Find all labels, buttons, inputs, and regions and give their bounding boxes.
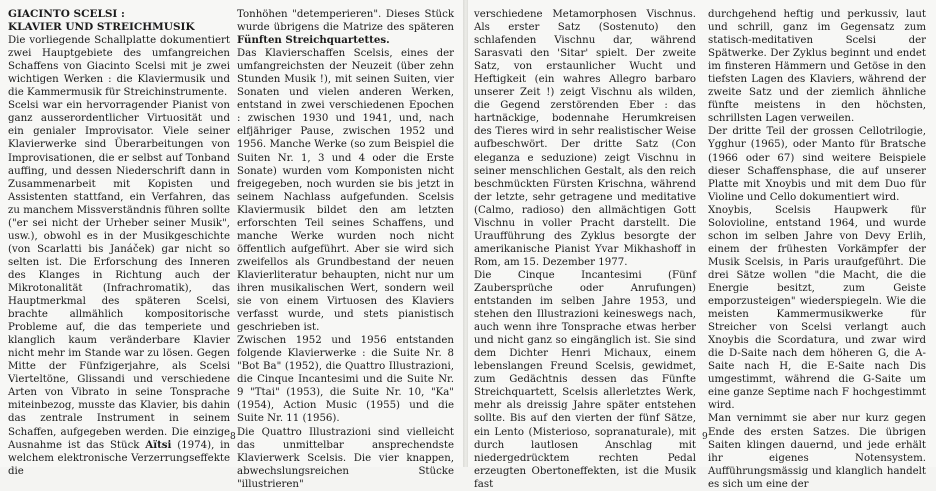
paragraph-xnoybis: Xnoybis, Scelsis Haupwerk für Solovioline, entstand 1964, und wurde schon im selben Jahre von Devy Erlih, einem der frühesten Vorkämpfer der Musik Scelsis, in Paris uraufgeführt. Die drei Sätze wollen "die Macht, die die Energie besitzt, zum Geiste emporzusteigen" wiederspiegeln. Wie die meisten Kammermusikwerke für Streicher von Scelsi verlangt auch Xnoybis die Scordatura, und zwar wird die D-Saite nach dem höheren G, die A-Saite nach H, die E-Saite nach Dis umgestimmt, während die G-Saite um eine ganze Septime nach F hochgestimmt wird. <box>708 204 926 412</box>
paragraph-work-list: Zwischen 1952 und 1956 entstanden folgende Klavierwerke : die Suite Nr. 8 "Bot Ba" (1952), die Quattro Illustrazioni, die Cinque Incantesimi und die Suite Nr. 9 "Ttai" (1953), die Suite Nr. 10, "Ka" (1954), Action Music (1955) und die Suite Nr. 11 (1956). <box>237 335 454 425</box>
paragraph-incantesimi: Die Cinque Incantesimi (Fünf Zaubersprüche oder Anrufungen) entstanden im selben Jahre 1953, und stehen den Illustrazioni keineswegs nach, auch wenn ihre Tonsprache etwas herber und nicht ganz so eingänglich ist. Sie sind dem Dichter Henri Michaux, einem lebenslangen Freund Scelsis, gewidmet, zum Gedächtnis dessen das Fünfte Streichquartett, Scelsis allerletztes Werk, mehr als dreissig Jahre später entstehen sollte. Bis auf den vierten der fünf Sätze, ein Lento (Misterioso, sopranaturale), mit durch lautlosen Anschlag mit niedergedrücktem rechten Pedal erzeugten Obertoneffekten, ist die Musik fast <box>474 269 696 490</box>
article-title-line2: KLAVIER UND STREICHMUSIK <box>8 21 195 34</box>
paragraph-cycle: durchgehend heftig und perkussiv, laut und schrill, ganz im Gegensatz zum statisch-meditativen Scelsi der Spätwerke. Der Zyklus beginnt und endet im finsteren Hämmern und Getöse in den tiefsten Lagen des Klaviers, während der zweite Satz und der ziemlich ähnliche fünfte meistens in den höchsten, schrillsten Lagen verweilen. <box>708 9 926 125</box>
paragraph-intro: Die vorliegende Schallplatte dokumentiert zwei Hauptgebiete des umfangreichen Schaffens von Giacinto Scelsi mit je zwei wichtigen Werken : die Klaviermusik und die Kammermusik für Streichinstrumente. <box>8 35 230 99</box>
paragraph-vischnu: verschiedene Metamorphosen Vischnus. Als erster Satz (Sostenuto) den schlafenden Vischnu dar, während Sarasvati den 'Sitar' spielt. Der zweite Satz, von erstaunlicher Wucht und Heftigkeit (ein wahres Allegro barbaro unserer Zeit !) zeigt Vischnu als wilden, die Gegend zerstörenden Eber : das hartnäckige, bodennahe Herumkreisen des Tieres wird in sehr realistischer Weise aufbeschwört. Der dritte Satz (Con eleganza e seduzione) zeigt Vischnu in seiner menschlichen Gestalt, als den reich beschmückten Fürsten Krischna, während der letzte, sehr getragene und meditative (Calmo, radioso) den allmächtigen Gott Vischnu in voller Pracht darstellt. Die Uraufführung des Zyklus besorgte der amerikanische Pianist Yvar Mikhashoff in Rom, am 15. Dezember 1977. <box>474 9 696 268</box>
paragraph-detemper <box>237 8 454 47</box>
left-page <box>0 0 464 490</box>
column-3 <box>474 8 696 491</box>
article-title-line1: GIACINTO SCELSI : <box>8 8 125 20</box>
paragraph-piano-works: Das Klavierschaffen Scelsis, eines der umfangreichsten der Neuzeit (über zehn Stunden Musik !), mit seinen Suiten, vier Sonaten und vielen anderen Werken, entstand in zwei verschiedenen Epochen : zwischen 1930 und 1941, und, nach elfjähriger Pause, zwischen 1952 und 1956. Manche Werke (so zum Beispiel die Suiten Nr. 1, 3 und 4 oder die Erste Sonate) wurden vom Komponisten nicht freigegeben, noch wurden sie bis jetzt in seinem Nachlass aufgefunden. Scelsis Klaviermusik bildet den am letzten erforschten Teil seines Schaffens, und manche Werke wurden noch nicht öffentlich aufgeführt. Aber sie wird sich zweifellos als Grundbestand der neuen Klavierliteratur behaupten, nicht nur um ihren musikalischen Wert, sondern weil sie von einem Virtuosen des Klaviers verfasst wurde, und stets pianistisch geschrieben ist. <box>237 48 454 334</box>
column-2 <box>237 8 454 491</box>
paragraph-pianist <box>8 99 230 477</box>
work-title-fifth-quartet: Fünften Streichquartettes. <box>237 34 390 47</box>
page-number-left: 8 <box>230 432 236 442</box>
paragraph-cello-trilogy: Der dritte Teil der grossen Cellotrilogie, Ygghur (1965), oder Manto für Bratsche (1966 oder 67) sind weitere Beispiele dieser Schaffensphase, die auf unserer Platte mit Xnoybis und mit dem Duo für Violine und Cello dokumentiert wird. <box>708 126 926 203</box>
work-title-aitsi: Aïtsi <box>145 438 172 451</box>
paragraph-strings: Man vernimmt sie aber nur kurz gegen Ende des ersten Satzes. Die übrigen Saiten klingen dauernd, und jede erhält ihr eigenes Notensystem. Aufführungsmässig und klanglich handelt es sich um eine der <box>708 413 926 490</box>
column-4 <box>708 8 926 491</box>
column-1 <box>8 8 230 478</box>
paragraph-pianist-tail: (1974), in welchem elektronische Verzerrungseffekte die <box>8 439 230 477</box>
page-number-right: 9 <box>702 432 708 442</box>
paragraph-detemper-text: Tonhöhen "detemperieren". Dieses Stück wurde übrigens die Matrize des späteren <box>237 9 454 34</box>
paragraph-illustrazioni: Die Quattro Illustrazioni sind vielleicht das unmittelbar ansprechendste Klavierwerk Scelsis. Die vier knappen, abwechslungsreichen Stücke "illustrieren" <box>237 426 454 490</box>
paragraph-pianist-text: Scelsi war ein hervorragender Pianist von ganz ausserordentlicher Virtuosität und ein genialer Improvisator. Viele seiner Klavierwerke sind Überarbeitungen von Improvisationen, die er selbst auf Tonband auffing, und dessen Niederschrift dann in Zusammenarbeit mit Kopisten und Assistenten stattfand, ein Verfahren, das zu manchem Missverständnis führen sollte ("er sei nicht der Urheber seiner Musik", usw.), obwohl es in der Musikgeschichte (von Scarlatti bis Janáček) gar nicht so selten ist. Die Erforschung des Inneren des Klanges in Richtung auch der Mikrotonalität (Infrachromatik), das Hauptmerkmal des späteren Scelsi, brachte allmählich kompositorische Probleme auf, die das temperiete und klanglich kaum veränderbare Klavier nicht mehr im Stande war zu lösen. Gegen Mitte der Fünfzigerjahre, als Scelsi Vierteltöne, Glissandi und verschiedene Arten von Vibrato in seine Tonsprache miteinbezog, musste das Klavier, bis dahin das zentrale Instrument in seinem Schaffen, aufgegeben werden. Die einzige Ausnahme ist das Stück <box>8 100 230 451</box>
